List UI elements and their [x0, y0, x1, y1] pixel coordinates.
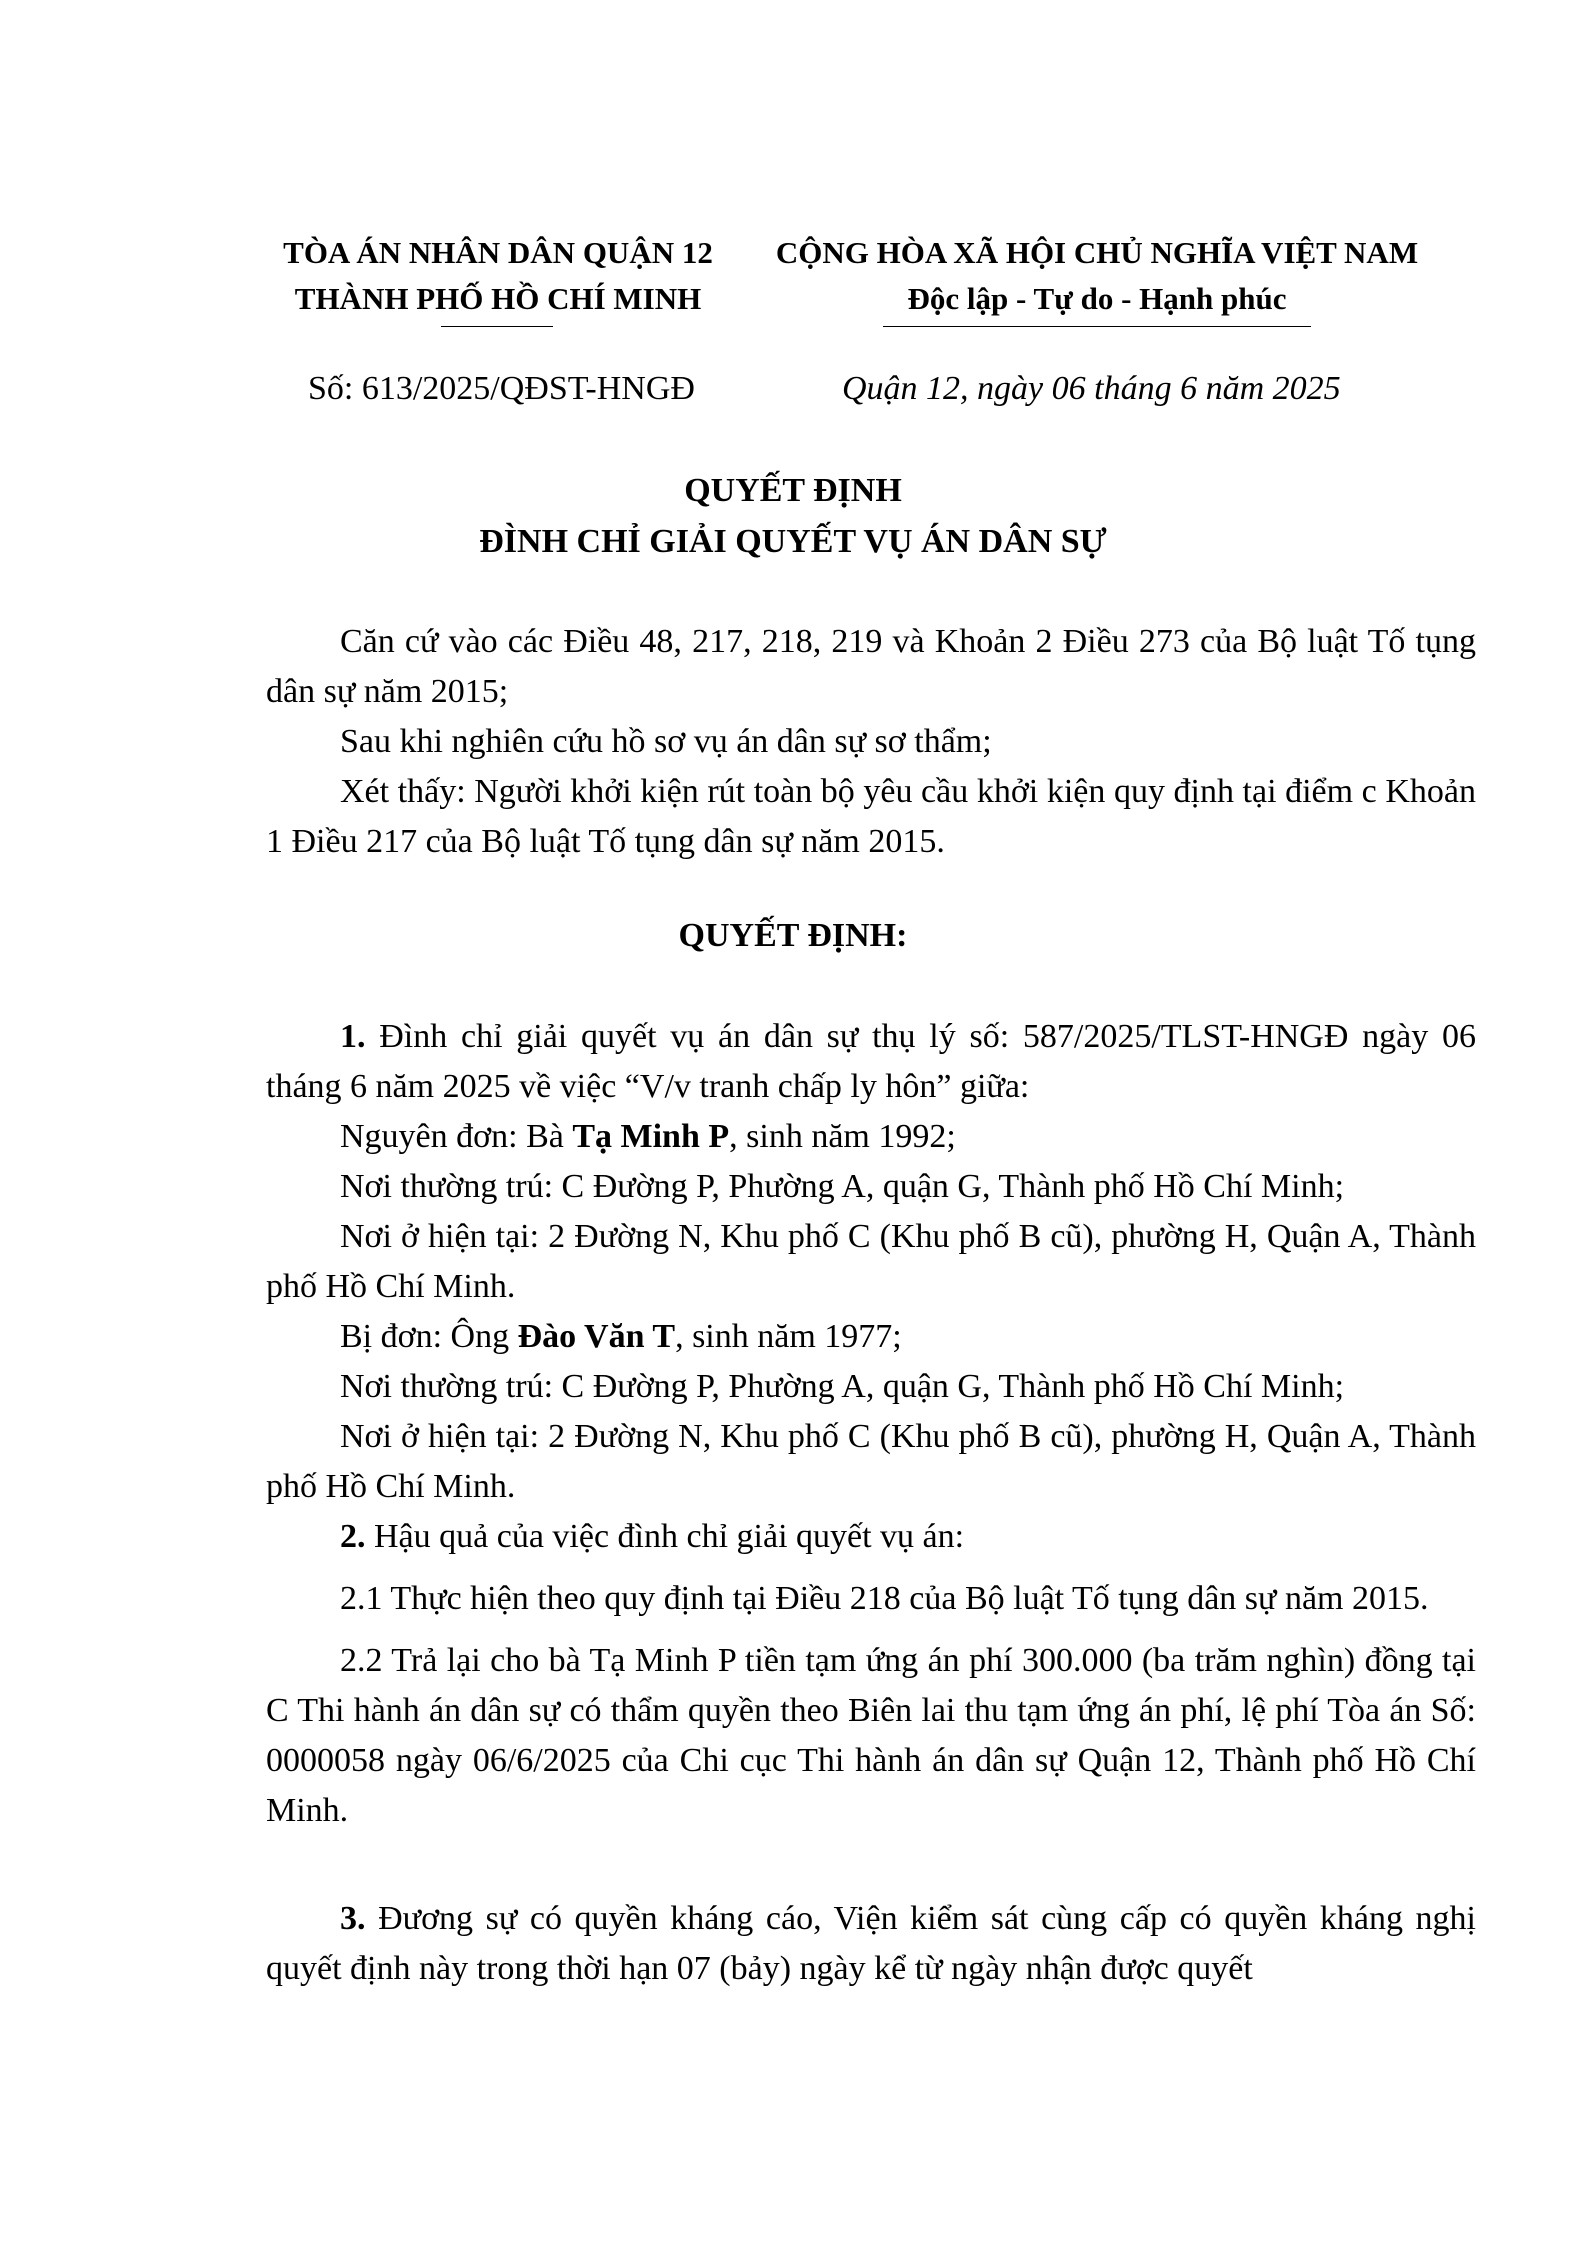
item-1-text: Đình chỉ giải quyết vụ án dân sự thụ lý số: 587/2025/TLST-HNGĐ ngày 06 tháng 6 năm 2025 về việc “V/v tranh chấp ly hôn” giữa: — [266, 1018, 1476, 1105]
item-3-text: Đương sự có quyền kháng cáo, Viện kiểm sát cùng cấp có quyền kháng nghị quyết định này trong thời hạn 07 (bảy) ngày kể từ ngày nhận được quyết — [266, 1900, 1476, 1987]
defendant-suffix: , sinh năm 1977; — [675, 1318, 902, 1355]
item-1-number: 1. — [340, 1018, 366, 1055]
decision-item-1 — [266, 1012, 1476, 1112]
decision-item-3 — [266, 1894, 1476, 1994]
motto-underline — [883, 326, 1311, 327]
preamble-legal-basis: Căn cứ vào các Điều 48, 217, 218, 219 và Khoản 2 Điều 273 của Bộ luật Tố tụng dân sự năm 2015; — [266, 623, 1476, 710]
plaintiff-current-address: Nơi ở hiện tại: 2 Đường N, Khu phố C (Khu phố B cũ), phường H, Quận A, Thành phố Hồ Chí Minh. — [266, 1218, 1476, 1305]
nation-motto: Độc lập - Tự do - Hạnh phúc — [907, 281, 1287, 316]
defendant-permanent-address: Nơi thường trú: C Đường P, Phường A, quận G, Thành phố Hồ Chí Minh; — [340, 1368, 1345, 1405]
plaintiff-name: Tạ Minh P — [572, 1118, 730, 1155]
nation-name: CỘNG HÒA XÃ HỘI CHỦ NGHĨA VIỆT NAM — [775, 235, 1419, 270]
decision-item-2-2: 2.2 Trả lại cho bà Tạ Minh P tiền tạm ứng án phí 300.000 (ba trăm nghìn) đồng tại C Thi hành án dân sự có thẩm quyền theo Biên lai thu tạm ứng án phí, lệ phí Tòa án Số: 0000058 ngày 06/6/2025 của Chi cục Thi hành án dân sự Quận 12, Thành phố Hồ Chí Minh. — [266, 1642, 1476, 1829]
court-name: TÒA ÁN NHÂN DÂN QUẬN 12 — [283, 235, 713, 270]
nation-header — [752, 230, 1442, 322]
defendant-prefix: Bị đơn: Ông — [340, 1318, 518, 1355]
plaintiff-prefix: Nguyên đơn: Bà — [340, 1118, 573, 1155]
plaintiff-suffix: , sinh năm 1992; — [729, 1118, 956, 1155]
preamble-finding: Xét thấy: Người khởi kiện rút toàn bộ yêu cầu khởi kiện quy định tại điểm c Khoản 1 Điều 217 của Bộ luật Tố tụng dân sự năm 2015. — [266, 773, 1476, 860]
court-header — [268, 230, 728, 322]
preamble-review: Sau khi nghiên cứu hồ sơ vụ án dân sự sơ thẩm; — [340, 723, 992, 760]
court-underline — [441, 326, 553, 327]
item-2-text: Hậu quả của việc đình chỉ giải quyết vụ án: — [365, 1518, 965, 1555]
defendant-line — [266, 1312, 1476, 1362]
plaintiff-line — [266, 1112, 1476, 1162]
plaintiff-permanent-address: Nơi thường trú: C Đường P, Phường A, quận G, Thành phố Hồ Chí Minh; — [340, 1168, 1345, 1205]
place-date: Quận 12, ngày 06 tháng 6 năm 2025 — [842, 370, 1341, 407]
defendant-current-address: Nơi ở hiện tại: 2 Đường N, Khu phố C (Khu phố B cũ), phường H, Quận A, Thành phố Hồ Chí Minh. — [266, 1418, 1476, 1505]
document-title: QUYẾT ĐỊNH — [684, 472, 902, 509]
preamble — [266, 617, 1476, 867]
defendant-name: Đào Văn T — [517, 1318, 676, 1355]
decision-item-2-1: 2.1 Thực hiện theo quy định tại Điều 218 của Bộ luật Tố tụng dân sự năm 2015. — [340, 1580, 1429, 1617]
decision-body — [266, 1012, 1476, 1994]
decision-heading: QUYẾT ĐỊNH: — [678, 917, 908, 954]
item-2-number: 2. — [340, 1518, 366, 1555]
item-3-number: 3. — [340, 1900, 366, 1937]
document-number: Số: 613/2025/QĐST-HNGĐ — [308, 370, 695, 407]
court-city: THÀNH PHỐ HỒ CHÍ MINH — [294, 281, 702, 316]
decision-item-2 — [266, 1512, 1476, 1562]
document-subtitle: ĐÌNH CHỈ GIẢI QUYẾT VỤ ÁN DÂN SỰ — [479, 523, 1107, 560]
